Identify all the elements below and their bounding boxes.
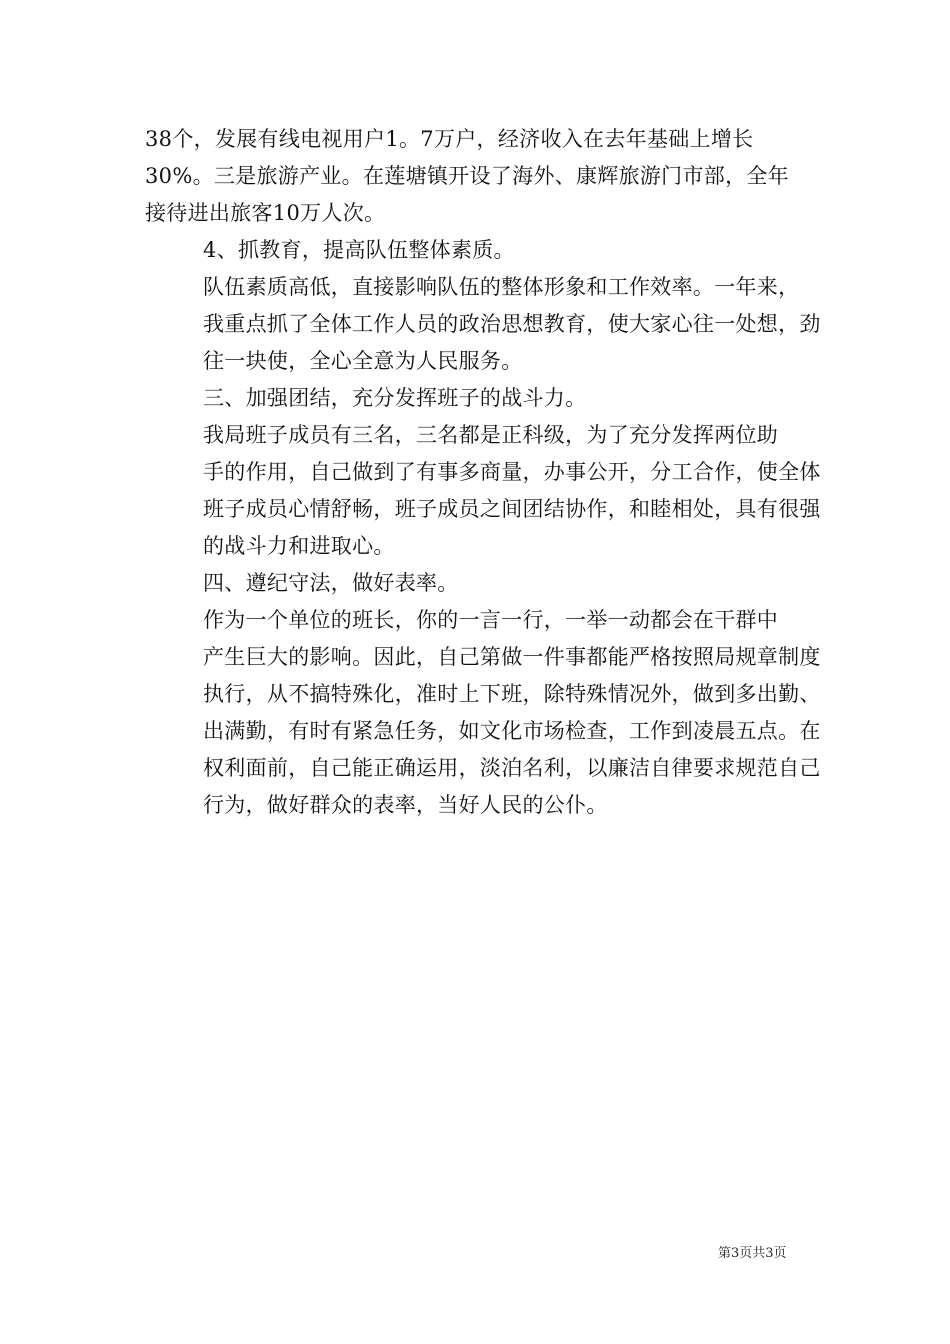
text-line: 产生巨大的影响。因此，自己第做一件事都能严格按照局规章制度 bbox=[203, 645, 821, 669]
page-number-footer: 第3页共3页 bbox=[718, 1246, 787, 1261]
paragraph-team-quality bbox=[145, 269, 835, 380]
text-line: 四、遵纪守法，做好表率。 bbox=[203, 571, 459, 595]
text-line: 的战斗力和进取心。 bbox=[203, 534, 395, 558]
text-line: 手的作用，自己做到了有事多商量，办事公开，分工合作，使全体 bbox=[203, 460, 821, 484]
text-line: 接待进出旅客10万人次。 bbox=[145, 201, 386, 225]
text-line: 我局班子成员有三名，三名都是正科级，为了充分发挥两位助 bbox=[203, 423, 779, 447]
text-line: 执行，从不搞特殊化，准时上下班，除特殊情况外，做到多出勤、 bbox=[203, 682, 821, 706]
section-heading-discipline bbox=[145, 565, 835, 602]
paragraph-leadership-team bbox=[145, 417, 835, 565]
paragraph-role-model bbox=[145, 602, 835, 824]
section-heading-education bbox=[145, 232, 835, 269]
text-line: 30%。三是旅游产业。在莲塘镇开设了海外、康辉旅游门市部，全年 bbox=[145, 164, 789, 188]
document-body bbox=[145, 121, 835, 824]
text-line: 行为，做好群众的表率，当好人民的公仆。 bbox=[203, 793, 608, 817]
text-line: 三、加强团结，充分发挥班子的战斗力。 bbox=[203, 386, 587, 410]
text-line: 队伍素质高低，直接影响队伍的整体形象和工作效率。一年来， bbox=[203, 275, 800, 299]
text-line: 班子成员心情舒畅，班子成员之间团结协作，和睦相处，具有很强 bbox=[203, 497, 821, 521]
section-heading-unity bbox=[145, 380, 835, 417]
paragraph-industry-results bbox=[145, 121, 835, 232]
text-line: 出满勤，有时有紧急任务，如文化市场检查，工作到凌晨五点。在 bbox=[203, 719, 821, 743]
text-line: 权利面前，自己能正确运用，淡泊名利，以廉洁自律要求规范自己 bbox=[203, 756, 821, 780]
text-line: 往一块使，全心全意为人民服务。 bbox=[203, 349, 523, 373]
text-line: 38个，发展有线电视用户1。7万户，经济收入在去年基础上增长 bbox=[145, 127, 754, 151]
text-line: 4、抓教育，提高队伍整体素质。 bbox=[203, 238, 515, 262]
text-line: 作为一个单位的班长，你的一言一行，一举一动都会在干群中 bbox=[203, 608, 779, 632]
text-line: 我重点抓了全体工作人员的政治思想教育，使大家心往一处想，劲 bbox=[203, 312, 821, 336]
